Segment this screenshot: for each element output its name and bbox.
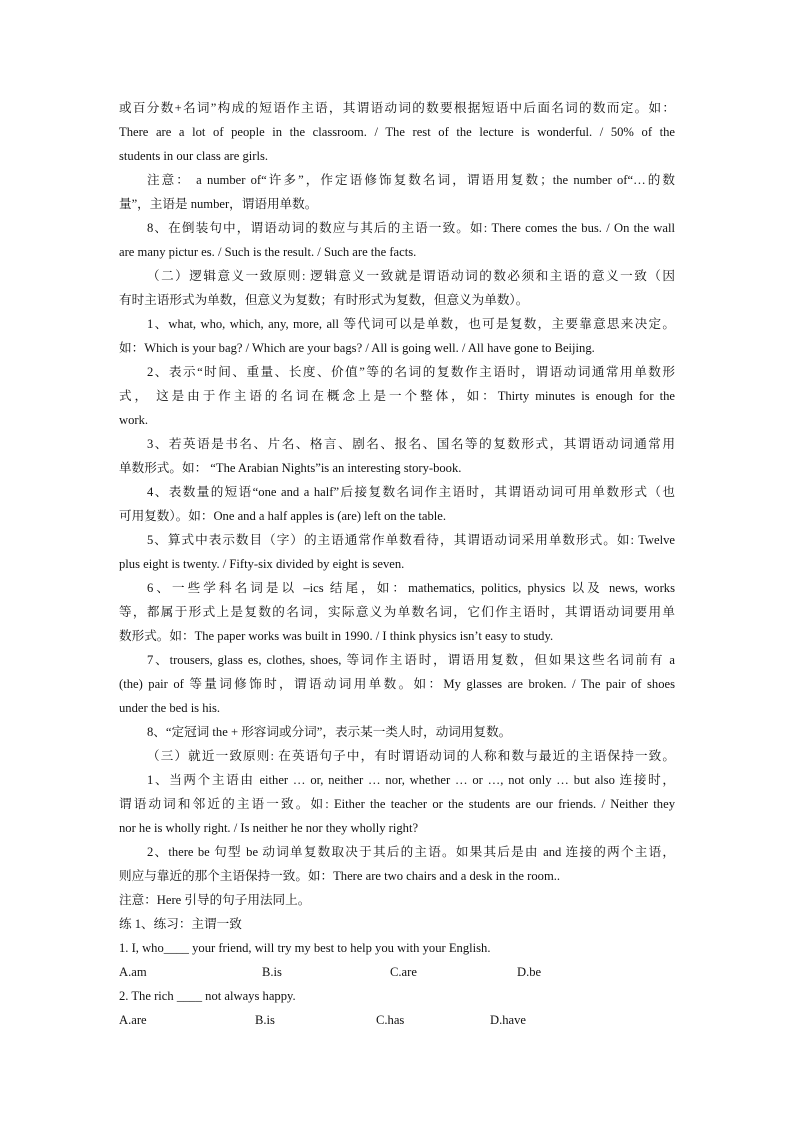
text-line: 1、what, who, which, any, more, all 等代词可以是单数，也可是复数，主要靠意思来决定。 <box>147 317 675 331</box>
text-line: 可用复数）。如：One and a half apples is (are) left on the table. <box>119 509 446 523</box>
q2-option-b: B.is <box>255 1013 275 1027</box>
q1-option-a: A.am <box>119 965 147 979</box>
text-line: 谓语动词和邻近的主语一致。如: Either the teacher or the students are our friends. / Neither they <box>119 797 675 811</box>
text-line: 有时主语形式为单数，但意义为复数；有时形式为复数，但意义为单数）。 <box>119 293 529 307</box>
text-line: 3、若英语是书名、片名、格言、剧名、报名、国名等的复数形式，其谓语动词通常用 <box>147 437 675 451</box>
q1-option-d: D.be <box>517 965 542 979</box>
text-line: under the bed is his. <box>119 701 221 715</box>
text-line: (the) pair of 等量词修饰时，谓语动词用单数。如：My glasses are broken. / The pair of shoes <box>119 677 675 691</box>
text-line: 2、表示“时间、重量、长度、价值”等的名词的复数作主语时，谓语动词通常用单数形 <box>147 365 675 379</box>
section-heading: （二）逻辑意义一致原则: 逻辑意义一致就是谓语动词的数必须和主语的意义一致（因 <box>147 269 675 283</box>
text-line: 8、在倒装句中，谓语动词的数应与其后的主语一致。如: There comes the bus. / On the wall <box>147 221 675 235</box>
text-line: are many pictur es. / Such is the result. / Such are the facts. <box>119 245 417 259</box>
text-line: 2、there be 句型 be 动词单复数取决于其后的主语。如果其后是由 and 连接的两个主语， <box>147 845 675 859</box>
question-2: 2. The rich ____ not always happy. <box>119 989 296 1003</box>
text-line: students in our class are girls. <box>119 149 268 163</box>
text-line: There are a lot of people in the classroom. / The rest of the lecture is wonderful. / 50% of the <box>119 125 675 139</box>
text-line: 7、trousers, glass es, clothes, shoes, 等词作主语时，谓语用复数，但如果这些名词前有 a <box>147 653 675 667</box>
text-line: 1、当两个主语由 either … or, neither … nor, whether … or …, not only … but also 连接时， <box>147 773 675 787</box>
text-line: 式， 这是由于作主语的名词在概念上是一个整体，如：Thirty minutes is enough for the <box>119 389 675 403</box>
text-line: 或百分数+名词”构成的短语作主语，其谓语动词的数要根据短语中后面名词的数而定。如： <box>119 101 675 115</box>
q2-option-a: A.are <box>119 1013 147 1027</box>
text-line: 6、一些学科名词是以 –ics 结尾，如：mathematics, politics, physics 以及 news, works <box>147 581 675 595</box>
q1-option-c: C.are <box>390 965 417 979</box>
question-1: 1. I, who____ your friend, will try my best to help you with your English. <box>119 941 491 955</box>
text-line: 数形式。如：The paper works was built in 1990. / I think physics isn’t easy to study. <box>119 629 554 643</box>
exercise-heading: 练 1、练习：主谓一致 <box>119 917 242 931</box>
text-line: nor he is wholly right. / Is neither he nor they wholly right? <box>119 821 419 835</box>
section-heading: （三）就近一致原则: 在英语句子中，有时谓语动词的人称和数与最近的主语保持一致。 <box>147 749 675 763</box>
q2-option-c: C.has <box>376 1013 405 1027</box>
text-line: 注意：Here 引导的句子用法同上。 <box>119 893 311 907</box>
q2-option-d: D.have <box>490 1013 527 1027</box>
text-line: 如：Which is your bag? / Which are your bags? / All is going well. / All have gone to Beijing. <box>119 341 595 355</box>
text-line: 等，都属于形式上是复数的名词，实际意义为单数名词，它们作主语时，其谓语动词要用单 <box>119 605 675 619</box>
text-line: 注意： a number of“许多”，作定语修饰复数名词，谓语用复数；the number of“…的数 <box>147 173 675 187</box>
text-line: 单数形式。如： “The Arabian Nights”is an interesting story-book. <box>119 461 462 475</box>
q1-option-b: B.is <box>262 965 282 979</box>
text-line: 量”，主语是 number，谓语用单数。 <box>119 197 318 211</box>
text-line: 则应与靠近的那个主语保持一致。如：There are two chairs and a desk in the room.. <box>119 869 561 883</box>
text-line: work. <box>119 413 149 427</box>
text-line: 5、算式中表示数目（字）的主语通常作单数看待，其谓语动词采用单数形式。如: Twelve <box>147 533 675 547</box>
text-line: 4、表数量的短语“one and a half”后接复数名词作主语时，其谓语动词可用单数形式（也 <box>147 485 675 499</box>
text-line: 8、“定冠词 the + 形容词或分词”，表示某一类人时，动词用复数。 <box>147 725 512 739</box>
text-line: plus eight is twenty. / Fifty-six divided by eight is seven. <box>119 557 405 571</box>
